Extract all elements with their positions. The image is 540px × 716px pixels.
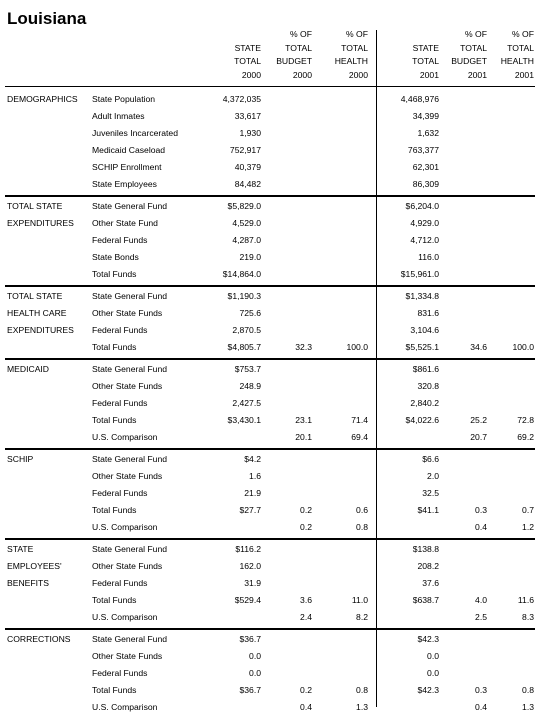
row-label: Total Funds: [92, 685, 137, 695]
table-cell: 320.8: [417, 381, 439, 391]
table-row: [0, 575, 540, 592]
table-cell: 3.6: [300, 595, 312, 605]
table-cell: 21.9: [244, 488, 261, 498]
table-row: [0, 412, 540, 429]
row-label: State Bonds: [92, 252, 139, 262]
table-cell: 72.8: [517, 415, 534, 425]
table-cell: 3,104.6: [410, 325, 439, 335]
section-label-line: BENEFITS: [7, 578, 50, 588]
column-header-line: 2001: [467, 69, 487, 80]
table-row: [0, 395, 540, 412]
table-cell: 69.2: [517, 432, 534, 442]
row-label: Other State Fund: [92, 218, 158, 228]
row-label: Total Funds: [92, 595, 137, 605]
row-label: Other State Funds: [92, 561, 163, 571]
table-cell: $5,829.0: [227, 201, 261, 211]
table-cell: 2.0: [427, 471, 439, 481]
table-row: [0, 339, 540, 356]
table-cell: 40,379: [234, 162, 261, 172]
table-cell: 1,930: [239, 128, 261, 138]
table-row: [0, 378, 540, 395]
column-header-line: % OF: [346, 29, 368, 39]
table-cell: $116.2: [235, 544, 261, 554]
table-cell: 86,309: [412, 179, 439, 189]
row-label: State General Fund: [92, 201, 168, 211]
table-cell: 248.9: [239, 381, 261, 391]
row-label: U.S. Comparison: [92, 432, 158, 442]
table-cell: 20.1: [295, 432, 312, 442]
table-cell: 4,712.0: [410, 235, 439, 245]
row-label: State General Fund: [92, 291, 168, 301]
table-cell: 62,301: [412, 162, 439, 172]
table-row: [0, 502, 540, 519]
table-cell: 31.9: [244, 578, 261, 588]
column-header-line: TOTAL: [412, 56, 439, 66]
column-header-line: 2001: [419, 69, 439, 80]
row-label: Adult Inmates: [92, 111, 145, 121]
table-row: [0, 429, 540, 446]
table-cell: 84,482: [234, 179, 261, 189]
table-cell: 1.2: [522, 522, 534, 532]
column-header-line: TOTAL: [460, 42, 487, 53]
row-label: State Population: [92, 94, 156, 104]
section-label-line: TOTAL STATE: [7, 201, 63, 211]
row-label: Other State Funds: [92, 651, 163, 661]
row-label: State General Fund: [92, 454, 168, 464]
table-cell: 219.0: [239, 252, 261, 262]
table-cell: $4.2: [244, 454, 261, 464]
table-row: [0, 558, 540, 575]
section-divider: [5, 195, 535, 197]
column-header-line: % OF: [465, 29, 487, 39]
table-cell: $638.7: [412, 595, 439, 605]
table-cell: 37.6: [422, 578, 439, 588]
table-cell: $5,525.1: [405, 342, 439, 352]
row-label: Federal Funds: [92, 488, 148, 498]
column-header-line: 2000: [348, 69, 368, 80]
table-row: [0, 631, 540, 648]
table-row: [0, 288, 540, 305]
section-label-line: STATE: [7, 544, 34, 554]
table-cell: $36.7: [239, 634, 261, 644]
column-header-line: BUDGET: [451, 56, 487, 66]
table-row: [0, 215, 540, 232]
column-header-line: 2000: [292, 69, 312, 80]
table-cell: $753.7: [234, 364, 261, 374]
table-cell: $27.7: [239, 505, 261, 515]
table-row: [0, 451, 540, 468]
table-cell: 0.6: [356, 505, 368, 515]
table-cell: $138.8: [412, 544, 439, 554]
column-header-line: 2001: [514, 69, 534, 80]
row-label: Total Funds: [92, 342, 137, 352]
table-row: [0, 249, 540, 266]
row-label: Other State Funds: [92, 308, 163, 318]
row-label: State General Fund: [92, 364, 168, 374]
table-cell: 0.0: [249, 668, 261, 678]
section-label-line: EMPLOYEES': [7, 561, 62, 571]
table-cell: 0.0: [249, 651, 261, 661]
table-cell: $1,190.3: [227, 291, 261, 301]
table-row: [0, 519, 540, 536]
table-cell: 4.0: [475, 595, 487, 605]
table-cell: 0.0: [427, 651, 439, 661]
column-header-line: TOTAL: [507, 42, 534, 53]
section-label-line: EXPENDITURES: [7, 218, 74, 228]
row-label: Total Funds: [92, 505, 137, 515]
column-header: [451, 28, 487, 82]
table-cell: 69.4: [351, 432, 368, 442]
row-label: Medicaid Caseload: [92, 145, 166, 155]
table-cell: $6.6: [422, 454, 439, 464]
table-row: [0, 108, 540, 125]
table-cell: 116.0: [418, 252, 439, 262]
table-cell: 1.3: [356, 702, 368, 712]
section-divider: [5, 628, 535, 630]
table-cell: 831.6: [417, 308, 439, 318]
table-cell: 2,427.5: [232, 398, 261, 408]
table-cell: 100.0: [512, 342, 534, 352]
section-label-line: EXPENDITURES: [7, 325, 74, 335]
table-cell: 763,377: [407, 145, 439, 155]
table-row: [0, 322, 540, 339]
table-row: [0, 232, 540, 249]
section-label-line: MEDICAID: [7, 364, 50, 374]
table-row: [0, 682, 540, 699]
table-cell: 4,529.0: [232, 218, 261, 228]
table-cell: 1.3: [522, 702, 534, 712]
table-cell: 20.7: [470, 432, 487, 442]
table-cell: 208.2: [417, 561, 439, 571]
column-header: [234, 42, 261, 83]
table-cell: 0.7: [522, 505, 534, 515]
column-header: [276, 28, 312, 82]
table-row: [0, 176, 540, 193]
table-cell: $42.3: [417, 685, 439, 695]
row-label: Federal Funds: [92, 235, 148, 245]
table-cell: 1.6: [249, 471, 261, 481]
table-cell: 11.6: [517, 595, 534, 605]
header-rule: [5, 86, 535, 87]
table-row: [0, 125, 540, 142]
row-label: Juveniles Incarcerated: [92, 128, 178, 138]
section-label-line: HEALTH CARE: [7, 308, 67, 318]
table-cell: 725.6: [239, 308, 261, 318]
table-cell: 0.4: [300, 702, 312, 712]
table-cell: 2,870.5: [232, 325, 261, 335]
table-cell: 0.0: [427, 668, 439, 678]
table-cell: $1,334.8: [405, 291, 439, 301]
row-label: Other State Funds: [92, 471, 163, 481]
table-cell: $861.6: [412, 364, 439, 374]
row-label: Federal Funds: [92, 398, 148, 408]
section-divider: [5, 538, 535, 540]
section-label-line: DEMOGRAPHICS: [7, 94, 78, 104]
table-cell: 4,287.0: [232, 235, 261, 245]
column-header-line: BUDGET: [276, 56, 312, 66]
table-cell: 8.3: [522, 612, 534, 622]
table-cell: 23.1: [295, 415, 312, 425]
table-cell: 0.2: [300, 505, 312, 515]
row-label: Federal Funds: [92, 578, 148, 588]
table-cell: 8.2: [356, 612, 368, 622]
table-cell: 0.8: [522, 685, 534, 695]
column-header-line: % OF: [290, 29, 312, 39]
table-cell: 4,372,035: [222, 94, 261, 104]
table-cell: 1,632: [417, 128, 439, 138]
table-cell: $6,204.0: [405, 201, 439, 211]
row-label: State Employees: [92, 179, 157, 189]
table-row: [0, 266, 540, 283]
column-header-line: TOTAL: [285, 42, 312, 53]
table-cell: 32.3: [295, 342, 312, 352]
table-row: [0, 91, 540, 108]
row-label: SCHIP Enrollment: [92, 162, 162, 172]
section-label-line: CORRECTIONS: [7, 634, 71, 644]
row-label: Other State Funds: [92, 381, 163, 391]
table-cell: $15,961.0: [400, 269, 439, 279]
column-header-line: HEALTH: [500, 56, 534, 66]
table-cell: 100.0: [346, 342, 368, 352]
table-row: [0, 541, 540, 558]
row-label: Total Funds: [92, 269, 137, 279]
table-cell: $14,864.0: [222, 269, 261, 279]
table-cell: 0.2: [300, 522, 312, 532]
column-header: [501, 28, 534, 82]
column-header: [335, 28, 368, 82]
column-header-line: TOTAL: [341, 42, 368, 53]
table-row: [0, 468, 540, 485]
table-cell: 0.8: [356, 685, 368, 695]
section-divider: [5, 285, 535, 287]
table-cell: 2.4: [300, 612, 312, 622]
table-row: [0, 609, 540, 626]
row-label: State General Fund: [92, 544, 168, 554]
page-title: Louisiana: [7, 9, 87, 28]
table-row: [0, 142, 540, 159]
table-row: [0, 485, 540, 502]
column-header-line: STATE: [234, 42, 261, 53]
table-cell: $529.4: [234, 595, 261, 605]
section-label-line: TOTAL STATE: [7, 291, 63, 301]
table-cell: 4,468,976: [400, 94, 439, 104]
table-cell: 162.0: [239, 561, 261, 571]
table-row: [0, 699, 540, 716]
row-label: U.S. Comparison: [92, 522, 158, 532]
table-cell: 34,399: [412, 111, 439, 121]
row-label: U.S. Comparison: [92, 612, 158, 622]
table-row: [0, 305, 540, 322]
table-cell: 2.5: [475, 612, 487, 622]
table-cell: $41.1: [417, 505, 439, 515]
section-divider: [5, 448, 535, 450]
table-cell: 0.3: [475, 685, 487, 695]
table-cell: $3,430.1: [227, 415, 261, 425]
table-cell: 0.8: [356, 522, 368, 532]
row-label: Total Funds: [92, 415, 137, 425]
column-header-line: % OF: [512, 29, 534, 39]
table-cell: 33,617: [234, 111, 261, 121]
table-cell: $42.3: [417, 634, 439, 644]
table-row: [0, 159, 540, 176]
table-cell: $36.7: [239, 685, 261, 695]
table-cell: 11.0: [351, 595, 368, 605]
table-cell: 25.2: [470, 415, 487, 425]
column-header-line: STATE: [412, 42, 439, 53]
column-header: [412, 42, 439, 83]
row-label: State General Fund: [92, 634, 168, 644]
column-header-line: TOTAL: [234, 56, 261, 66]
row-label: Federal Funds: [92, 325, 148, 335]
table-row: [0, 648, 540, 665]
table-cell: 4,929.0: [410, 218, 439, 228]
table-row: [0, 665, 540, 682]
column-header-line: HEALTH: [334, 56, 368, 66]
row-label: Federal Funds: [92, 668, 148, 678]
table-cell: 0.2: [300, 685, 312, 695]
section-label-line: SCHIP: [7, 454, 34, 464]
table-cell: 71.4: [351, 415, 368, 425]
table-cell: 34.6: [470, 342, 487, 352]
table-cell: 2,840.2: [410, 398, 439, 408]
table-cell: 0.3: [475, 505, 487, 515]
table-cell: 0.4: [475, 702, 487, 712]
table-cell: 0.4: [475, 522, 487, 532]
table-cell: 752,917: [229, 145, 261, 155]
section-divider: [5, 358, 535, 360]
table-row: [0, 198, 540, 215]
table-row: [0, 592, 540, 609]
row-label: U.S. Comparison: [92, 702, 158, 712]
table-cell: 32.5: [422, 488, 439, 498]
table-row: [0, 361, 540, 378]
table-cell: $4,022.6: [405, 415, 439, 425]
table-cell: $4,805.7: [227, 342, 261, 352]
column-header-line: 2000: [241, 69, 261, 80]
